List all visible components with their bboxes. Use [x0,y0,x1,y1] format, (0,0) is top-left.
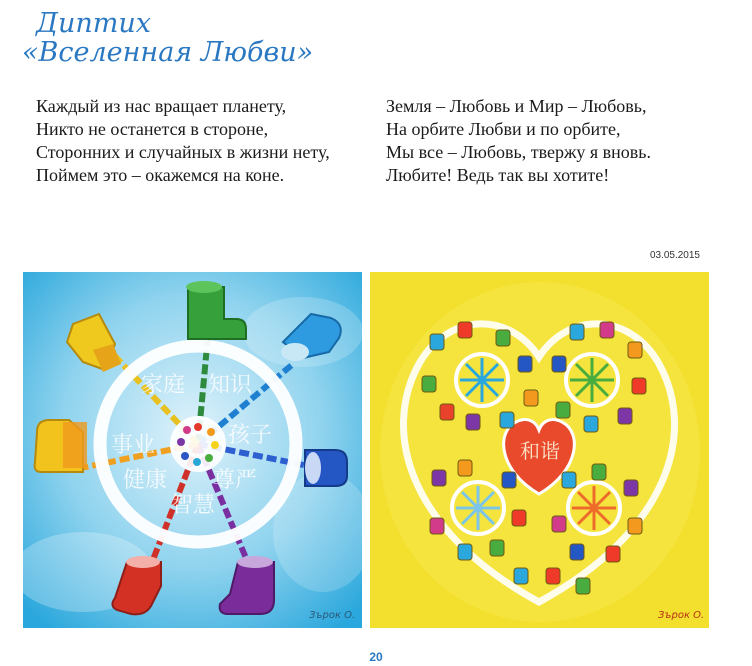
heart-text: 和谐 [520,439,560,463]
boot-icon [35,420,87,472]
poem-line: Каждый из нас вращает планету, [36,96,287,116]
word: 智慧 [171,493,216,518]
poem-line: Сторонних и случайных в жизни нету, [36,142,330,162]
boot-icon [305,450,347,486]
poem-line: Никто не останется в стороне, [36,119,269,139]
word: 事业 [111,433,156,458]
word: 健康 [123,468,168,493]
poem-line: Земля – Любовь и Мир – Любовь, [386,96,647,116]
poem-line: Поймем это – окажемся на коне. [36,165,285,185]
word: 孩子 [228,423,273,448]
poem-right [386,95,651,187]
word: 尊严 [213,468,258,493]
poem-line: Мы все – Любовь, твержу я вновь. [386,142,652,162]
title-line-2: «Вселенная Любви» [22,37,314,68]
poem-line: Любите! Ведь так вы хотите! [386,165,610,185]
signature: Зърок О. [309,610,356,621]
word: 知识 [208,373,253,398]
word: 家庭 [141,373,186,398]
poem-left [36,95,330,187]
poem-line: На орбите Любви и по орбите, [386,119,621,139]
painting-left [23,272,362,628]
date: 03.05.2015 [649,250,700,261]
title-line-1: Диптих [36,8,151,39]
painting-right [370,272,709,628]
page-number: 20 [369,650,383,664]
signature: Зърок О. [658,610,705,621]
diptych-title [22,10,313,66]
